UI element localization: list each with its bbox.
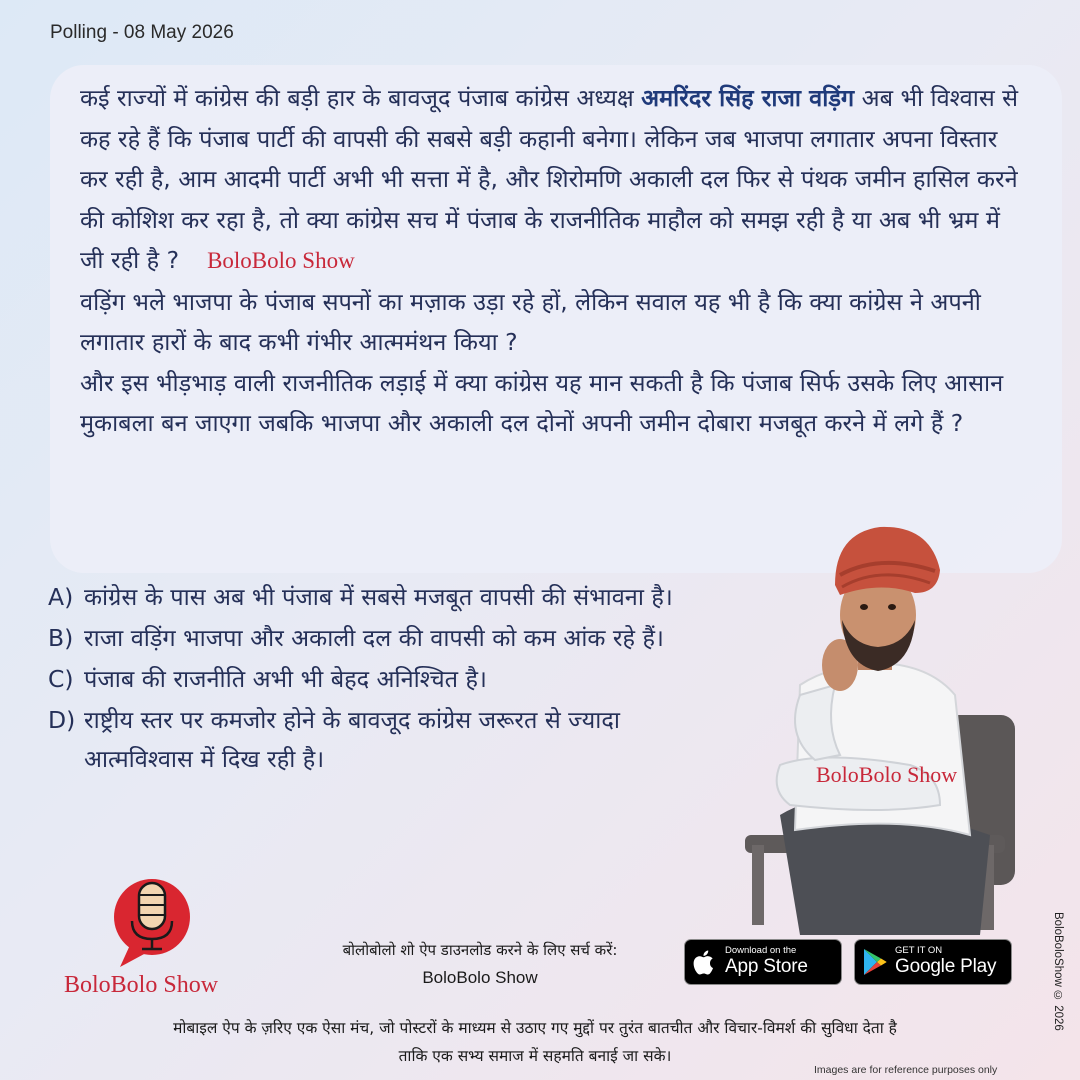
question-paragraph-2: वड़िंग भले भाजपा के पंजाब सपनों का मज़ाक उड़ा रहे हों, लेकिन सवाल यह भी है कि क्या कांग्रेस ने अपनी लगातार हारों के बाद कभी गंभीर आत्ममंथन किया ? <box>80 287 981 356</box>
download-app-name: BoloBolo Show <box>422 968 538 987</box>
person-watermark: BoloBolo Show <box>816 762 958 787</box>
apple-icon <box>685 948 725 976</box>
copyright-notice: BoloBoloShow © 2026 <box>1052 912 1064 1031</box>
question-text <box>80 78 1025 444</box>
person-illustration <box>740 515 1020 935</box>
highlighted-name: अमरिंदर सिंह राजा वड़िंग <box>641 84 855 112</box>
download-info <box>285 936 675 992</box>
poll-options <box>48 578 728 781</box>
option-d[interactable]: D) राष्ट्रीय स्तर पर कमजोर होने के बावजूद कांग्रेस जरूरत से ज्यादा आत्मविश्वास में दिख रही है। <box>48 706 620 773</box>
question-paragraph-1: कई राज्यों में कांग्रेस की बड़ी हार के बावजूद पंजाब कांग्रेस अध्यक्ष अमरिंदर सिंह राजा वड़िंग अब भी विश्वास से कह रहे हैं कि पंजाब पार्टी की वापसी की सबसे बड़ी कहानी बनेगा। लेकिन जब भाजपा लगातार अपना विस्तार कर रही है, आम आदमी पार्टी अभी भी सत्ता में है, और शिरोमणि अकाली दल फिर से पंथक जमीन हासिल करने की कोशिश कर रहा है, तो क्या कांग्रेस सच में पंजाब के राजनीतिक माहौल को समझ रही है या अब भी भ्रम में जी रही है ? BoloBolo Show <box>80 84 1019 274</box>
google-play-button[interactable]: GET IT ON Google Play <box>854 939 1012 985</box>
footer-tagline: मोबाइल ऐप के ज़रिए एक ऐसा मंच, जो पोस्टरों के माध्यम से उठाए गए मुद्दों पर तुरंत बातचीत और विचार-विमर्श की सुविधा देता है ताकि एक सभ्य समाज में सहमति बनाई जा सके। <box>173 1019 897 1065</box>
option-a[interactable]: A) कांग्रेस के पास अब भी पंजाब में सबसे मजबूत वापसी की संभावना है। <box>48 583 673 611</box>
option-b[interactable]: B) राजा वड़िंग भाजपा और अकाली दल की वापसी को कम आंक रहे हैं। <box>48 624 664 652</box>
option-c[interactable]: C) पंजाब की राजनीति अभी भी बेहद अनिश्चित है। <box>48 665 487 693</box>
app-store-button[interactable]: Download on the App Store <box>684 939 842 985</box>
brand-logo-text: BoloBolo Show <box>64 972 219 998</box>
question-paragraph-3: और इस भीड़भाड़ वाली राजनीतिक लड़ाई में क्या कांग्रेस यह मान सकती है कि पंजाब सिर्फ उसके लिए आसान मुकाबला बन जाएगा जबकि भाजपा और अकाली दल दोनों अपनी जमीन दोबारा मजबूत करने में लगे हैं ? <box>80 368 1004 437</box>
google-play-icon <box>855 948 895 976</box>
poll-date: Polling - 08 May 2026 <box>50 22 234 43</box>
inline-watermark: BoloBolo Show <box>207 248 355 273</box>
image-disclaimer: Images are for reference purposes only <box>814 1064 998 1076</box>
download-instruction: बोलोबोलो शो ऐप डाउनलोड करने के लिए सर्च करें: <box>342 941 618 959</box>
